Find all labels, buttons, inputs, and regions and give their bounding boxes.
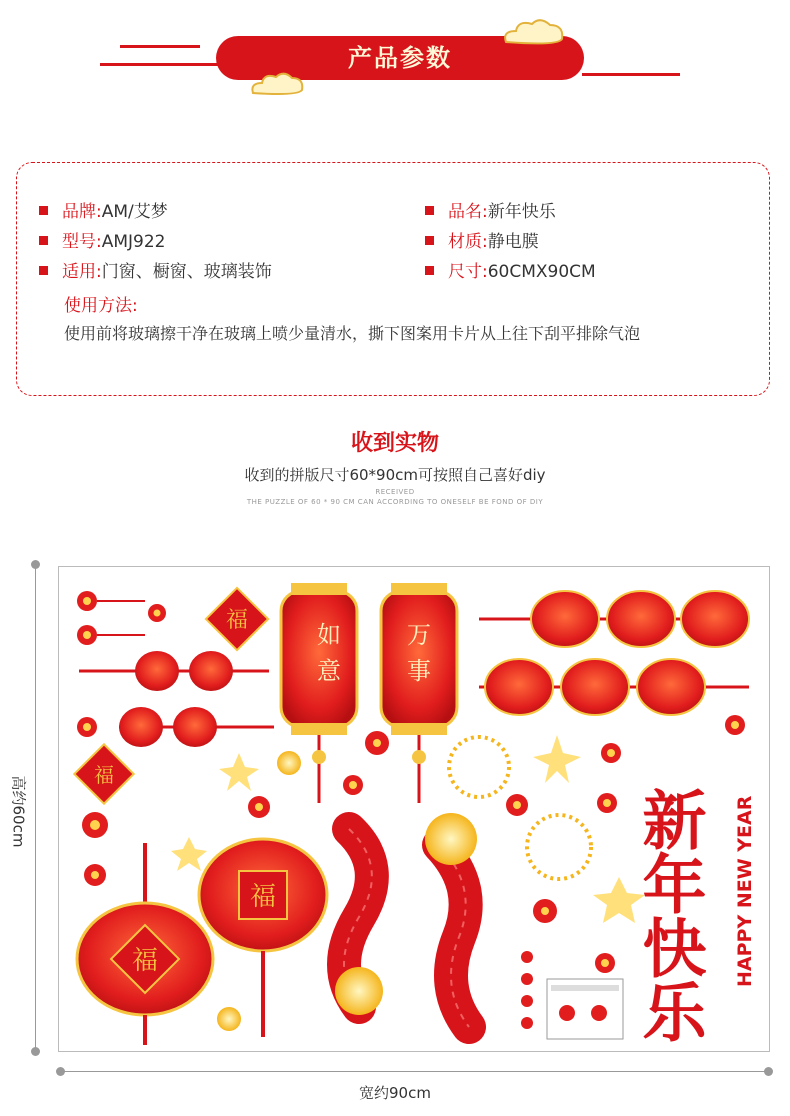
received-en-subtitle: THE PUZZLE OF 60 * 90 CM CAN ACCORDING TO ONESELF BE FOND OF DIY [246, 498, 544, 506]
svg-text:如: 如 [317, 621, 341, 649]
firecracker-icon [335, 813, 477, 1027]
svg-text:福: 福 [131, 946, 159, 976]
dimension-dot [764, 1067, 773, 1076]
fu-diamond-icon [206, 588, 268, 650]
spec-usage: 适用:门窗、橱窗、玻璃装饰 [39, 261, 272, 283]
svg-text:意: 意 [317, 657, 341, 685]
sticker-illustration [59, 567, 769, 1051]
spec-box [16, 162, 770, 396]
cloud-icon [500, 14, 570, 48]
howto-title: 使用方法: [64, 296, 138, 316]
svg-text:福: 福 [249, 882, 277, 912]
bullet-square [39, 266, 48, 275]
bullet-square [425, 206, 434, 215]
banner-line-left [100, 63, 218, 66]
dimension-dot [31, 1047, 40, 1056]
spec-size: 尺寸:60CMX90CM [425, 261, 596, 283]
bullet-square [425, 266, 434, 275]
svg-text:万: 万 [407, 621, 431, 649]
product-sheet [58, 566, 770, 1052]
bullet-square [425, 236, 434, 245]
svg-text:新年快乐: 新年快乐 [631, 787, 707, 1043]
height-label: 高约60cm [9, 775, 28, 848]
svg-text:福: 福 [94, 763, 114, 787]
cloud-icon [248, 68, 308, 98]
lantern-chain-icon [479, 591, 749, 715]
lantern-chain-icon [79, 651, 274, 747]
spec-name: 品名:新年快乐 [425, 201, 556, 223]
banner-line-right [582, 73, 680, 76]
width-label: 宽约90cm [359, 1084, 431, 1102]
dimension-dot [31, 560, 40, 569]
page-title: 产品参数 [348, 44, 452, 72]
spec-material: 材质:静电膜 [425, 231, 539, 253]
received-title: 收到实物 [350, 431, 439, 456]
header-banner [100, 30, 680, 90]
width-dimension-line [60, 1071, 768, 1072]
bullet-square [39, 236, 48, 245]
dimension-dot [56, 1067, 65, 1076]
wanshi-lantern-icon [381, 583, 457, 803]
svg-text:HAPPY NEW YEAR: HAPPY NEW YEAR [734, 795, 756, 987]
received-en-title: RECEIVED [375, 488, 415, 496]
bullet-square [39, 206, 48, 215]
howto-text: 使用前将玻璃擦干净在玻璃上喷少量清水，撕下图案用卡片从上往下刮平排除气泡 [64, 324, 641, 343]
svg-text:福: 福 [225, 608, 249, 633]
received-subtitle: 收到的拼版尺寸60*90cm可按照自己喜好diy [244, 466, 546, 484]
fu-diamond-icon [74, 744, 133, 803]
spec-brand: 品牌:AM/艾梦 [39, 201, 168, 223]
greeting-calligraphy [632, 787, 757, 1043]
banner-line-left-top [120, 45, 200, 48]
fu-lantern-icon [199, 839, 327, 1037]
spec-model: 型号:AMJ922 [39, 231, 166, 253]
height-dimension-line [35, 564, 36, 1052]
svg-text:事: 事 [407, 657, 431, 685]
